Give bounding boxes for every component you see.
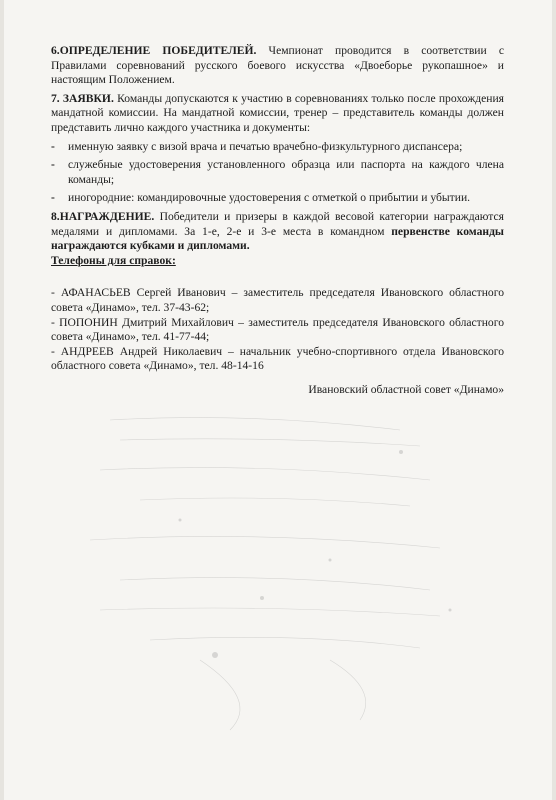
list-item [51, 140, 504, 155]
list-item-text: служебные удостоверения установленного образца или паспорта на каждого члена команды; [68, 158, 504, 186]
section-8-heading: 8.НАГРАЖДЕНИЕ. [51, 209, 155, 223]
section-7-paragraph [51, 92, 504, 136]
bullet-dash-icon: - [51, 191, 55, 205]
bullet-dash-icon: - [51, 158, 55, 172]
section-6-heading: 6.ОПРЕДЕЛЕНИЕ ПОБЕДИТЕЛЕЙ. [51, 44, 257, 57]
contact-item: - ПОПОНИН Дмитрий Михайлович – заместитель председателя Ивановского областного совета «Динамо», тел. 41-77-44; [51, 315, 504, 344]
section-6-text: Чемпионат проводится в соответствии с Правилами соревнований русского боевого искусства «Двоеборье рукопашное» и настоящим Положением. [51, 44, 504, 87]
section-8-text-bold: первенстве команды награждаются кубками и дипломами. [51, 224, 504, 253]
list-item [51, 191, 504, 206]
section-7-heading: 7. ЗАЯВКИ. [51, 91, 114, 105]
bullet-dash-icon: - [51, 139, 55, 153]
list-item [51, 158, 504, 187]
section-8-text: Победители и призеры в каждой весовой категории награждаются медалями и дипломами. За 1-е, 2-е и 3-е места в командном [51, 209, 504, 238]
list-item-text: иногородние: командировочные удостоверения с отметкой о прибытии и убытии. [68, 191, 471, 205]
section-6-paragraph [51, 44, 504, 88]
phones-heading-text: Телефоны для справок: [51, 253, 176, 267]
phones-heading [51, 254, 504, 269]
contact-item: - АНДРЕЕВ Андрей Николаевич – начальник учебно-спортивного отдела Ивановского областного совета «Динамо», тел. 48-14-16 [51, 344, 504, 373]
contacts-list [51, 286, 504, 374]
list-item-text: именную заявку с визой врача и печатью врачебно-физкультурного диспансера; [68, 139, 463, 153]
section-8-paragraph [51, 210, 504, 254]
signature-line: Ивановский областной совет «Динамо» [308, 382, 504, 396]
contact-item: - АФАНАСЬЕВ Сергей Иванович – заместитель председателя Ивановского областного совета «Динамо», тел. 37-43-62; [51, 286, 504, 314]
section-7-text: Команды допускаются к участию в соревнованиях только после прохождения мандатной комиссии. На мандатной комиссии, тренер – представитель команды должен представить лично каждого участника и документы: [51, 91, 504, 134]
